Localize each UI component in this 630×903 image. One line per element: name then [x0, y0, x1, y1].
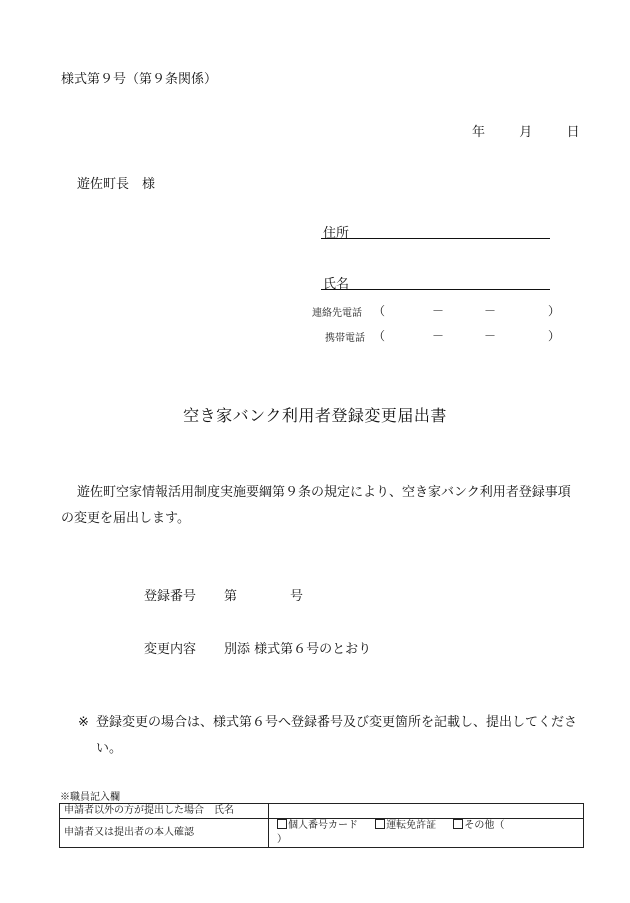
option-other[interactable]	[453, 820, 504, 831]
contact-phone-dash-2: －	[484, 304, 497, 318]
address-label: 住所	[323, 226, 350, 241]
mobile-phone-paren-open: （	[373, 329, 386, 343]
contact-phone-row[interactable]	[312, 302, 562, 318]
change-content-value: 別添 様式第６号のとおり	[224, 642, 372, 657]
submitter-name-input[interactable]	[269, 804, 584, 819]
address-field[interactable]	[321, 223, 550, 241]
note-mark: ※	[78, 715, 89, 730]
identity-options	[269, 819, 584, 848]
staff-table	[59, 803, 584, 848]
note	[78, 710, 578, 762]
mobile-phone-row[interactable]	[312, 327, 562, 343]
submitter-name-label: 申請者以外の方が提出した場合 氏名	[60, 804, 269, 819]
option-mynumber-card[interactable]	[277, 820, 358, 831]
contact-phone-label: 連絡先電話	[312, 308, 362, 319]
registration-number-label: 登録番号	[144, 589, 197, 604]
date-day: 日	[566, 125, 580, 140]
drivers-license-checkbox[interactable]	[375, 819, 385, 829]
mobile-phone-paren-close: ）	[548, 329, 561, 343]
name-label: 氏名	[323, 277, 350, 292]
identity-check-label: 申請者又は提出者の本人確認	[60, 819, 269, 848]
contact-phone-paren-close: ）	[548, 304, 561, 318]
body-paragraph: 遊佐町空家情報活用制度実施要綱第９条の規定により、空き家バンク利用者登録事項の変更を届出します。	[61, 485, 571, 526]
date-line	[472, 121, 580, 140]
addressee: 遊佐町長 様	[77, 177, 156, 192]
drivers-license-label: 運転免許証	[386, 820, 437, 831]
mynumber-card-label: 個人番号カード	[288, 820, 358, 831]
other-paren-close: ）	[277, 834, 287, 845]
change-content-label: 変更内容	[144, 642, 197, 657]
mobile-phone-label: 携帯電話	[325, 333, 365, 344]
contact-phone-paren-open: （	[373, 304, 386, 318]
change-content-row	[144, 638, 444, 656]
note-text: 登録変更の場合は、様式第６号へ登録番号及び変更箇所を記載し、提出してください。	[96, 715, 578, 756]
document-title: 空き家バンク利用者登録変更届出書	[183, 406, 447, 425]
registration-number-row	[144, 585, 444, 603]
date-month: 月	[519, 125, 533, 140]
name-field[interactable]	[321, 274, 550, 292]
staff-row-identity	[60, 819, 584, 848]
date-year: 年	[472, 125, 486, 140]
option-drivers-license[interactable]	[375, 820, 436, 831]
contact-phone-dash-1: －	[432, 304, 445, 318]
other-label: その他（	[464, 820, 505, 831]
staff-row-submitter	[60, 804, 584, 819]
registration-prefix: 第	[224, 589, 238, 604]
mynumber-card-checkbox[interactable]	[277, 819, 287, 829]
form-number: 様式第９号（第９条関係）	[61, 72, 218, 87]
mobile-phone-dash-2: －	[484, 329, 497, 343]
mobile-phone-dash-1: －	[432, 329, 445, 343]
registration-suffix: 号	[290, 589, 304, 604]
staff-section-heading: ※職員記入欄	[60, 792, 120, 803]
other-checkbox[interactable]	[453, 819, 463, 829]
